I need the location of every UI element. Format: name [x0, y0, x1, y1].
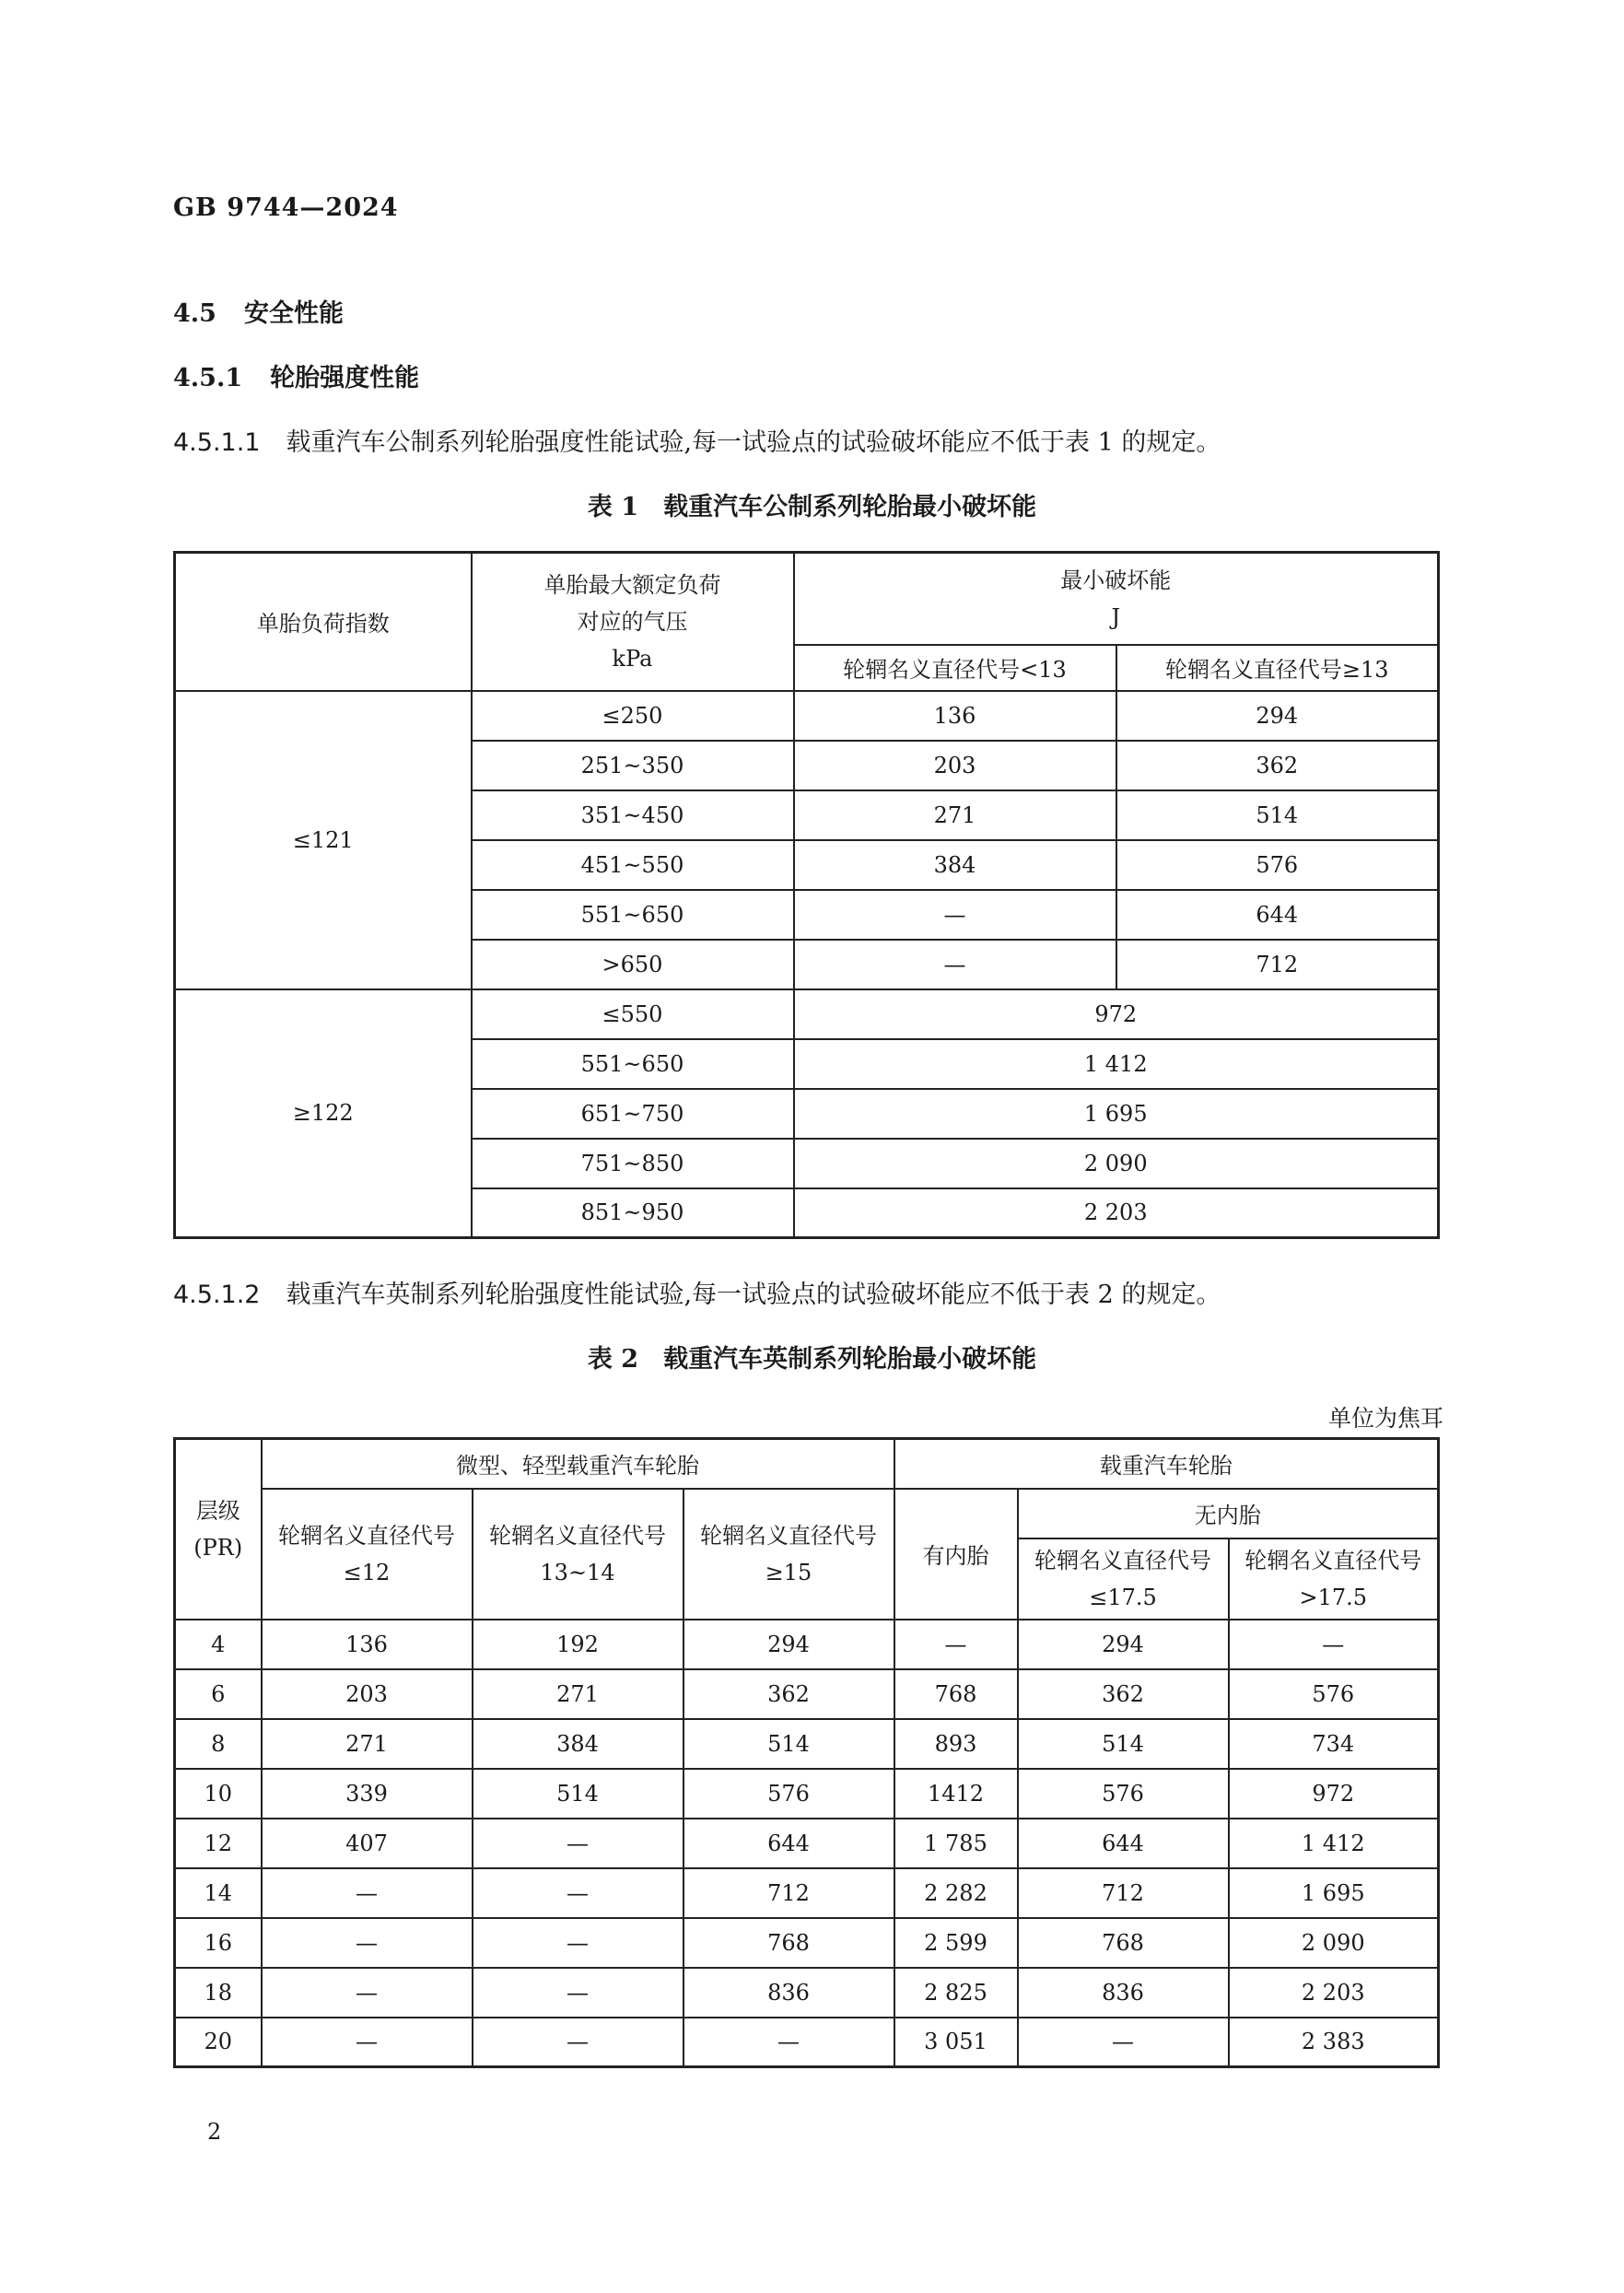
table-2-caption: 表 2 载重汽车英制系列轮胎最小破坏能: [587, 1345, 1037, 1374]
header-light-rim-ge15: [683, 1489, 894, 1620]
energy-cell: —: [262, 1918, 473, 1968]
energy-cell: 2 383: [1229, 2018, 1439, 2067]
table-1-caption: 表 1 载重汽车公制系列轮胎最小破坏能: [587, 493, 1037, 521]
energy-cell: —: [262, 1868, 473, 1918]
energy-cell: 514: [1116, 790, 1439, 840]
clause-4-5-1-1: [173, 422, 1454, 458]
table-1: [173, 551, 1440, 1239]
section-title: 安全性能: [243, 299, 344, 328]
energy-cell: 768: [683, 1918, 894, 1968]
pressure-cell: 551~650: [472, 1039, 794, 1089]
header-rim-label: 轮辋名义直径代号: [489, 1522, 666, 1549]
energy-cell: —: [1229, 1620, 1439, 1669]
energy-cell: 712: [683, 1868, 894, 1918]
ply-rating-cell: 20: [175, 2018, 262, 2067]
energy-cell: 384: [473, 1719, 683, 1769]
energy-cell: 2 090: [794, 1139, 1439, 1188]
clause-number: 4.5.1.1: [173, 428, 261, 457]
document-id: GB 9744—2024: [173, 193, 399, 222]
energy-cell: 972: [1229, 1769, 1439, 1819]
energy-cell: 514: [1018, 1719, 1229, 1769]
header-ply-unit: (PR): [193, 1534, 243, 1561]
energy-cell: 972: [794, 989, 1439, 1039]
header-rim-value: ≥15: [765, 1559, 812, 1585]
header-rim-value: ≤17.5: [1089, 1584, 1157, 1610]
energy-cell: 362: [1116, 741, 1439, 790]
energy-cell: 768: [894, 1669, 1018, 1719]
table-row: [175, 1620, 1439, 1669]
header-min-energy-unit: J: [1111, 603, 1121, 630]
energy-cell: 576: [1018, 1769, 1229, 1819]
load-index-group-1: ≤121: [175, 691, 472, 989]
header-light-truck-tires: 微型、轻型载重汽车轮胎: [262, 1439, 894, 1489]
energy-cell: 1 785: [894, 1819, 1018, 1868]
header-tubeless-le17-5: [1018, 1538, 1229, 1620]
header-rim-label: 轮辋名义直径代号: [1034, 1547, 1211, 1574]
header-ply-rating: [175, 1439, 262, 1620]
clause-4-5-1-2: [173, 1274, 1454, 1310]
energy-cell: 362: [1018, 1669, 1229, 1719]
energy-cell: 768: [1018, 1918, 1229, 1968]
energy-cell: 271: [473, 1669, 683, 1719]
header-ply-label: 层级: [195, 1497, 240, 1524]
energy-cell: —: [1018, 2018, 1229, 2067]
table-2: [173, 1437, 1440, 2068]
header-rim-label: 轮辋名义直径代号: [1244, 1547, 1422, 1574]
energy-cell: 514: [683, 1719, 894, 1769]
pressure-cell: ≤550: [472, 989, 794, 1039]
energy-cell: 3 051: [894, 2018, 1018, 2067]
clause-text: 载重汽车英制系列轮胎强度性能试验,每一试验点的试验破坏能应不低于表 2 的规定。: [286, 1281, 1221, 1309]
energy-cell: —: [473, 1918, 683, 1968]
energy-cell: 644: [1116, 890, 1439, 940]
header-rim-label: 轮辋名义直径代号: [278, 1522, 455, 1549]
energy-cell: 893: [894, 1719, 1018, 1769]
page-number: 2: [207, 2119, 222, 2145]
pressure-cell: 751~850: [472, 1139, 794, 1188]
energy-cell: 2 203: [1229, 1968, 1439, 2018]
energy-cell: 203: [262, 1669, 473, 1719]
energy-cell: 514: [473, 1769, 683, 1819]
table-row: [175, 2018, 1439, 2067]
header-tubeless: 无内胎: [1018, 1489, 1439, 1538]
energy-cell: —: [262, 1968, 473, 2018]
table-row: [175, 1819, 1439, 1868]
energy-cell: 407: [262, 1819, 473, 1868]
energy-cell: 712: [1116, 940, 1439, 989]
energy-cell: 362: [683, 1669, 894, 1719]
header-rim-value: >17.5: [1299, 1584, 1368, 1610]
pressure-cell: 551~650: [472, 890, 794, 940]
energy-cell: 576: [683, 1769, 894, 1819]
header-rim-ge13: 轮辋名义直径代号≥13: [1116, 645, 1439, 691]
section-number: 4.5.1: [173, 364, 243, 392]
energy-cell: 1 412: [794, 1039, 1439, 1089]
energy-cell: —: [894, 1620, 1018, 1669]
ply-rating-cell: 14: [175, 1868, 262, 1918]
energy-cell: 576: [1229, 1669, 1439, 1719]
energy-cell: 294: [683, 1620, 894, 1669]
pressure-cell: 451~550: [472, 840, 794, 890]
energy-cell: —: [262, 2018, 473, 2067]
energy-cell: —: [473, 2018, 683, 2067]
header-light-rim-le12: [262, 1489, 473, 1620]
energy-cell: 1 412: [1229, 1819, 1439, 1868]
table-row: [175, 1769, 1439, 1819]
table-2-unit-note: 单位为焦耳: [1327, 1405, 1443, 1432]
section-4-5-1-heading: [173, 357, 419, 393]
section-4-5-heading: [173, 293, 344, 329]
pressure-cell: ≤250: [472, 691, 794, 741]
energy-cell: 2 599: [894, 1918, 1018, 1968]
ply-rating-cell: 18: [175, 1968, 262, 2018]
ply-rating-cell: 16: [175, 1918, 262, 1968]
header-truck-tires: 载重汽车轮胎: [894, 1439, 1439, 1489]
energy-cell: 136: [262, 1620, 473, 1669]
header-tubeless-gt17-5: [1229, 1538, 1439, 1620]
header-pressure-line2: 对应的气压: [577, 608, 688, 635]
section-title: 轮胎强度性能: [270, 364, 420, 392]
pressure-cell: 251~350: [472, 741, 794, 790]
energy-cell: —: [473, 1968, 683, 2018]
energy-cell: 1 695: [1229, 1868, 1439, 1918]
energy-cell: —: [794, 940, 1116, 989]
header-min-energy-label: 最小破坏能: [1060, 567, 1172, 593]
pressure-cell: 851~950: [472, 1188, 794, 1238]
section-number: 4.5: [173, 299, 216, 328]
table-row: [175, 1968, 1439, 2018]
header-pressure: [472, 553, 794, 691]
energy-cell: 1 695: [794, 1089, 1439, 1139]
energy-cell: 294: [1116, 691, 1439, 741]
energy-cell: —: [473, 1868, 683, 1918]
energy-cell: 576: [1116, 840, 1439, 890]
header-pressure-line1: 单胎最大额定负荷: [543, 571, 721, 598]
energy-cell: 2 203: [794, 1188, 1439, 1238]
energy-cell: 271: [262, 1719, 473, 1769]
header-light-rim-13-14: [473, 1489, 683, 1620]
energy-cell: 192: [473, 1620, 683, 1669]
ply-rating-cell: 6: [175, 1669, 262, 1719]
load-index-group-2: ≥122: [175, 989, 472, 1238]
header-load-index: 单胎负荷指数: [175, 553, 472, 691]
energy-cell: 2 090: [1229, 1918, 1439, 1968]
ply-rating-cell: 10: [175, 1769, 262, 1819]
header-tube-type: 有内胎: [894, 1489, 1018, 1620]
energy-cell: —: [794, 890, 1116, 940]
ply-rating-cell: 4: [175, 1620, 262, 1669]
clause-number: 4.5.1.2: [173, 1281, 261, 1309]
pressure-cell: 351~450: [472, 790, 794, 840]
table-row: [175, 1868, 1439, 1918]
energy-cell: 2 825: [894, 1968, 1018, 2018]
energy-cell: 644: [1018, 1819, 1229, 1868]
table-row: [175, 1719, 1439, 1769]
energy-cell: 271: [794, 790, 1116, 840]
energy-cell: 384: [794, 840, 1116, 890]
energy-cell: 339: [262, 1769, 473, 1819]
header-pressure-unit: kPa: [612, 645, 653, 672]
table-row: [175, 1918, 1439, 1968]
energy-cell: 836: [683, 1968, 894, 2018]
pressure-cell: 651~750: [472, 1089, 794, 1139]
energy-cell: 644: [683, 1819, 894, 1868]
energy-cell: 712: [1018, 1868, 1229, 1918]
energy-cell: 203: [794, 741, 1116, 790]
energy-cell: 734: [1229, 1719, 1439, 1769]
header-rim-lt13: 轮辋名义直径代号<13: [794, 645, 1116, 691]
header-rim-value: 13~14: [540, 1559, 615, 1585]
clause-text: 载重汽车公制系列轮胎强度性能试验,每一试验点的试验破坏能应不低于表 1 的规定。: [286, 428, 1221, 457]
energy-cell: 1412: [894, 1769, 1018, 1819]
header-min-energy: [794, 553, 1439, 645]
energy-cell: 836: [1018, 1968, 1229, 2018]
energy-cell: —: [683, 2018, 894, 2067]
table-row: [175, 1669, 1439, 1719]
energy-cell: 294: [1018, 1620, 1229, 1669]
energy-cell: —: [473, 1819, 683, 1868]
header-rim-label: 轮辋名义直径代号: [700, 1522, 877, 1549]
ply-rating-cell: 8: [175, 1719, 262, 1769]
ply-rating-cell: 12: [175, 1819, 262, 1868]
header-rim-value: ≤12: [343, 1559, 391, 1585]
pressure-cell: >650: [472, 940, 794, 989]
energy-cell: 136: [794, 691, 1116, 741]
energy-cell: 2 282: [894, 1868, 1018, 1918]
